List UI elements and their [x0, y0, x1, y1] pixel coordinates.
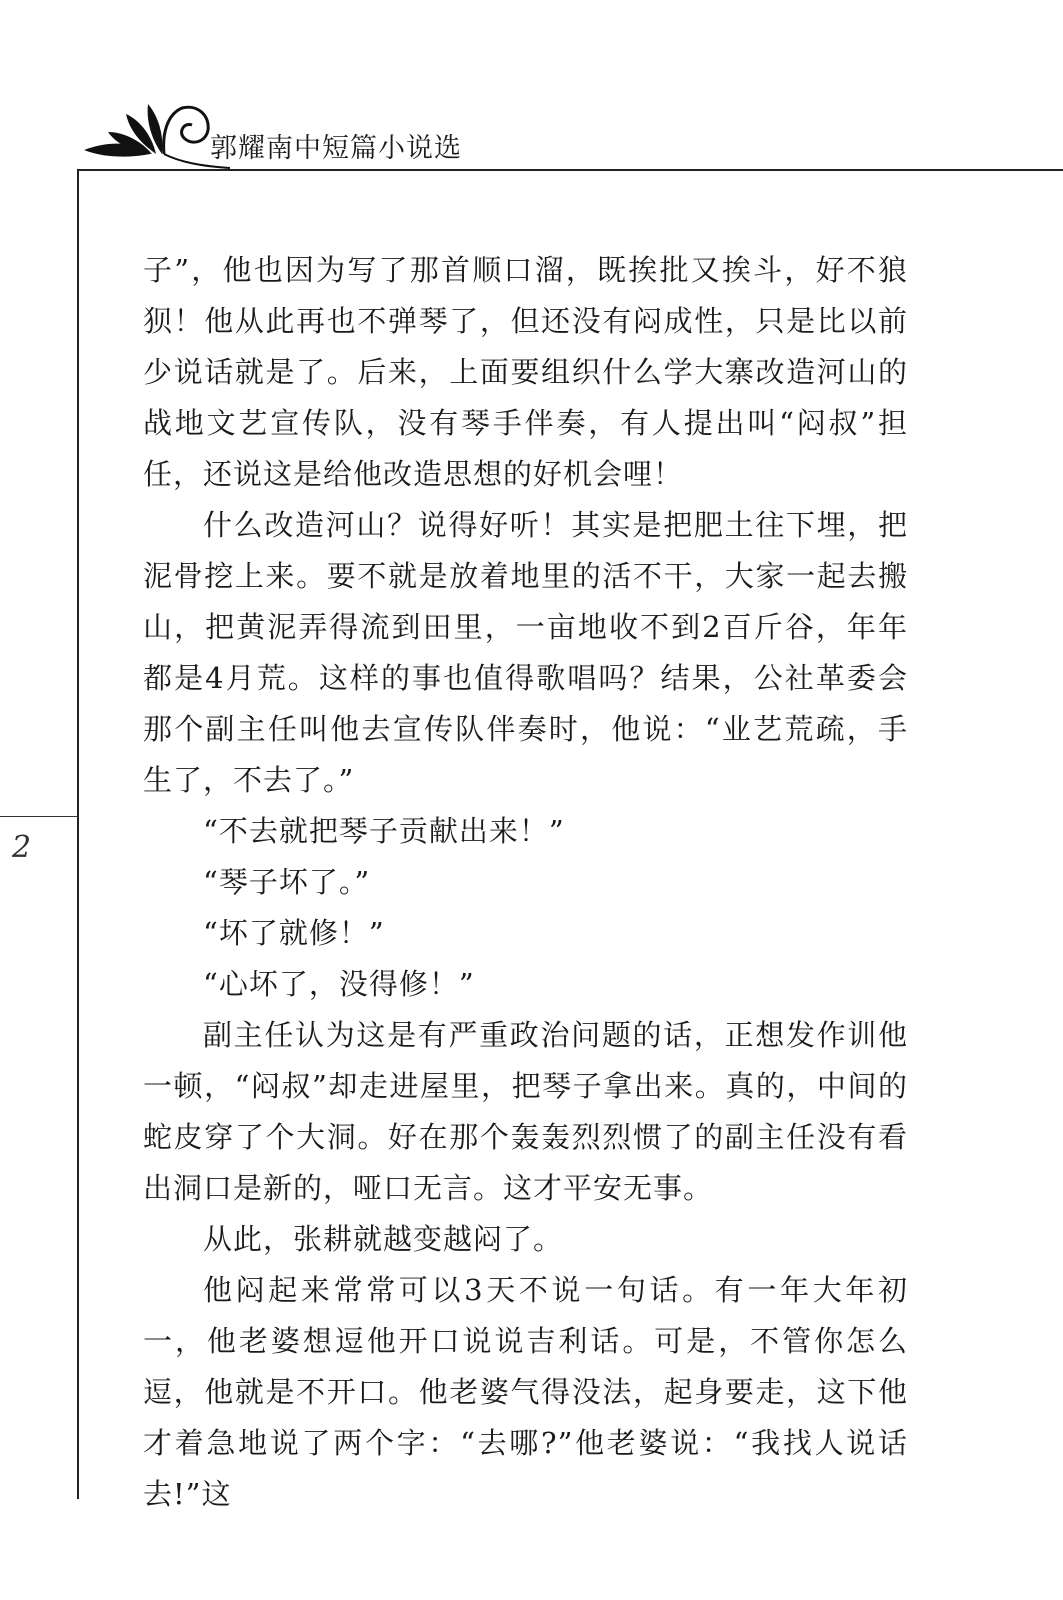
body-text [143, 245, 908, 1520]
running-header [80, 92, 520, 172]
dialogue-line: “琴子坏了。” [203, 865, 371, 899]
paragraph: 他闷起来常常可以3天不说一句话。有一年大年初一，他老婆想逗他开口说说吉利话。可是，不管你怎么逗，他就是不开口。他老婆气得没法，起身要走，这下他才着急地说了两个字：“去哪?”他老婆说：“我找人说话去!”这 [143, 1273, 908, 1511]
dialogue-line: “心坏了，没得修！” [203, 967, 475, 1001]
page-number-rule [0, 816, 78, 817]
dialogue-line: “坏了就修！” [203, 916, 385, 950]
swirl-leaf-ornament-icon [80, 92, 230, 172]
header-rule [78, 169, 1063, 171]
page-number: 2 [12, 830, 32, 865]
paragraph: 从此，张耕就越变越闷了。 [203, 1222, 564, 1256]
dialogue-line: “不去就把琴子贡献出来！” [203, 814, 565, 848]
paragraph: 子”，他也因为写了那首顺口溜，既挨批又挨斗，好不狼狈！他从此再也不弹琴了，但还没有闷成性，只是比以前少说话就是了。后来，上面要组织什么学大寨改造河山的战地文艺宣传队，没有琴手伴奏，有人提出叫“闷叔”担任，还说这是给他改造思想的好机会哩！ [143, 253, 908, 491]
margin-rule [77, 169, 79, 1499]
book-title: 郭耀南中短篇小说选 [210, 133, 462, 164]
paragraph: 副主任认为这是有严重政治问题的话，正想发作训他一顿，“闷叔”却走进屋里，把琴子拿出来。真的，中间的蛇皮穿了个大洞。好在那个轰轰烈烈惯了的副主任没有看出洞口是新的，哑口无言。这才平安无事。 [143, 1018, 908, 1205]
paragraph: 什么改造河山？说得好听！其实是把肥土往下埋，把泥骨挖上来。要不就是放着地里的活不干，大家一起去搬山，把黄泥弄得流到田里，一亩地收不到2百斤谷，年年都是4月荒。这样的事也值得歌唱吗？结果，公社革委会那个副主任叫他去宣传队伴奏时，他说：“业艺荒疏，手生了，不去了。” [143, 508, 908, 797]
